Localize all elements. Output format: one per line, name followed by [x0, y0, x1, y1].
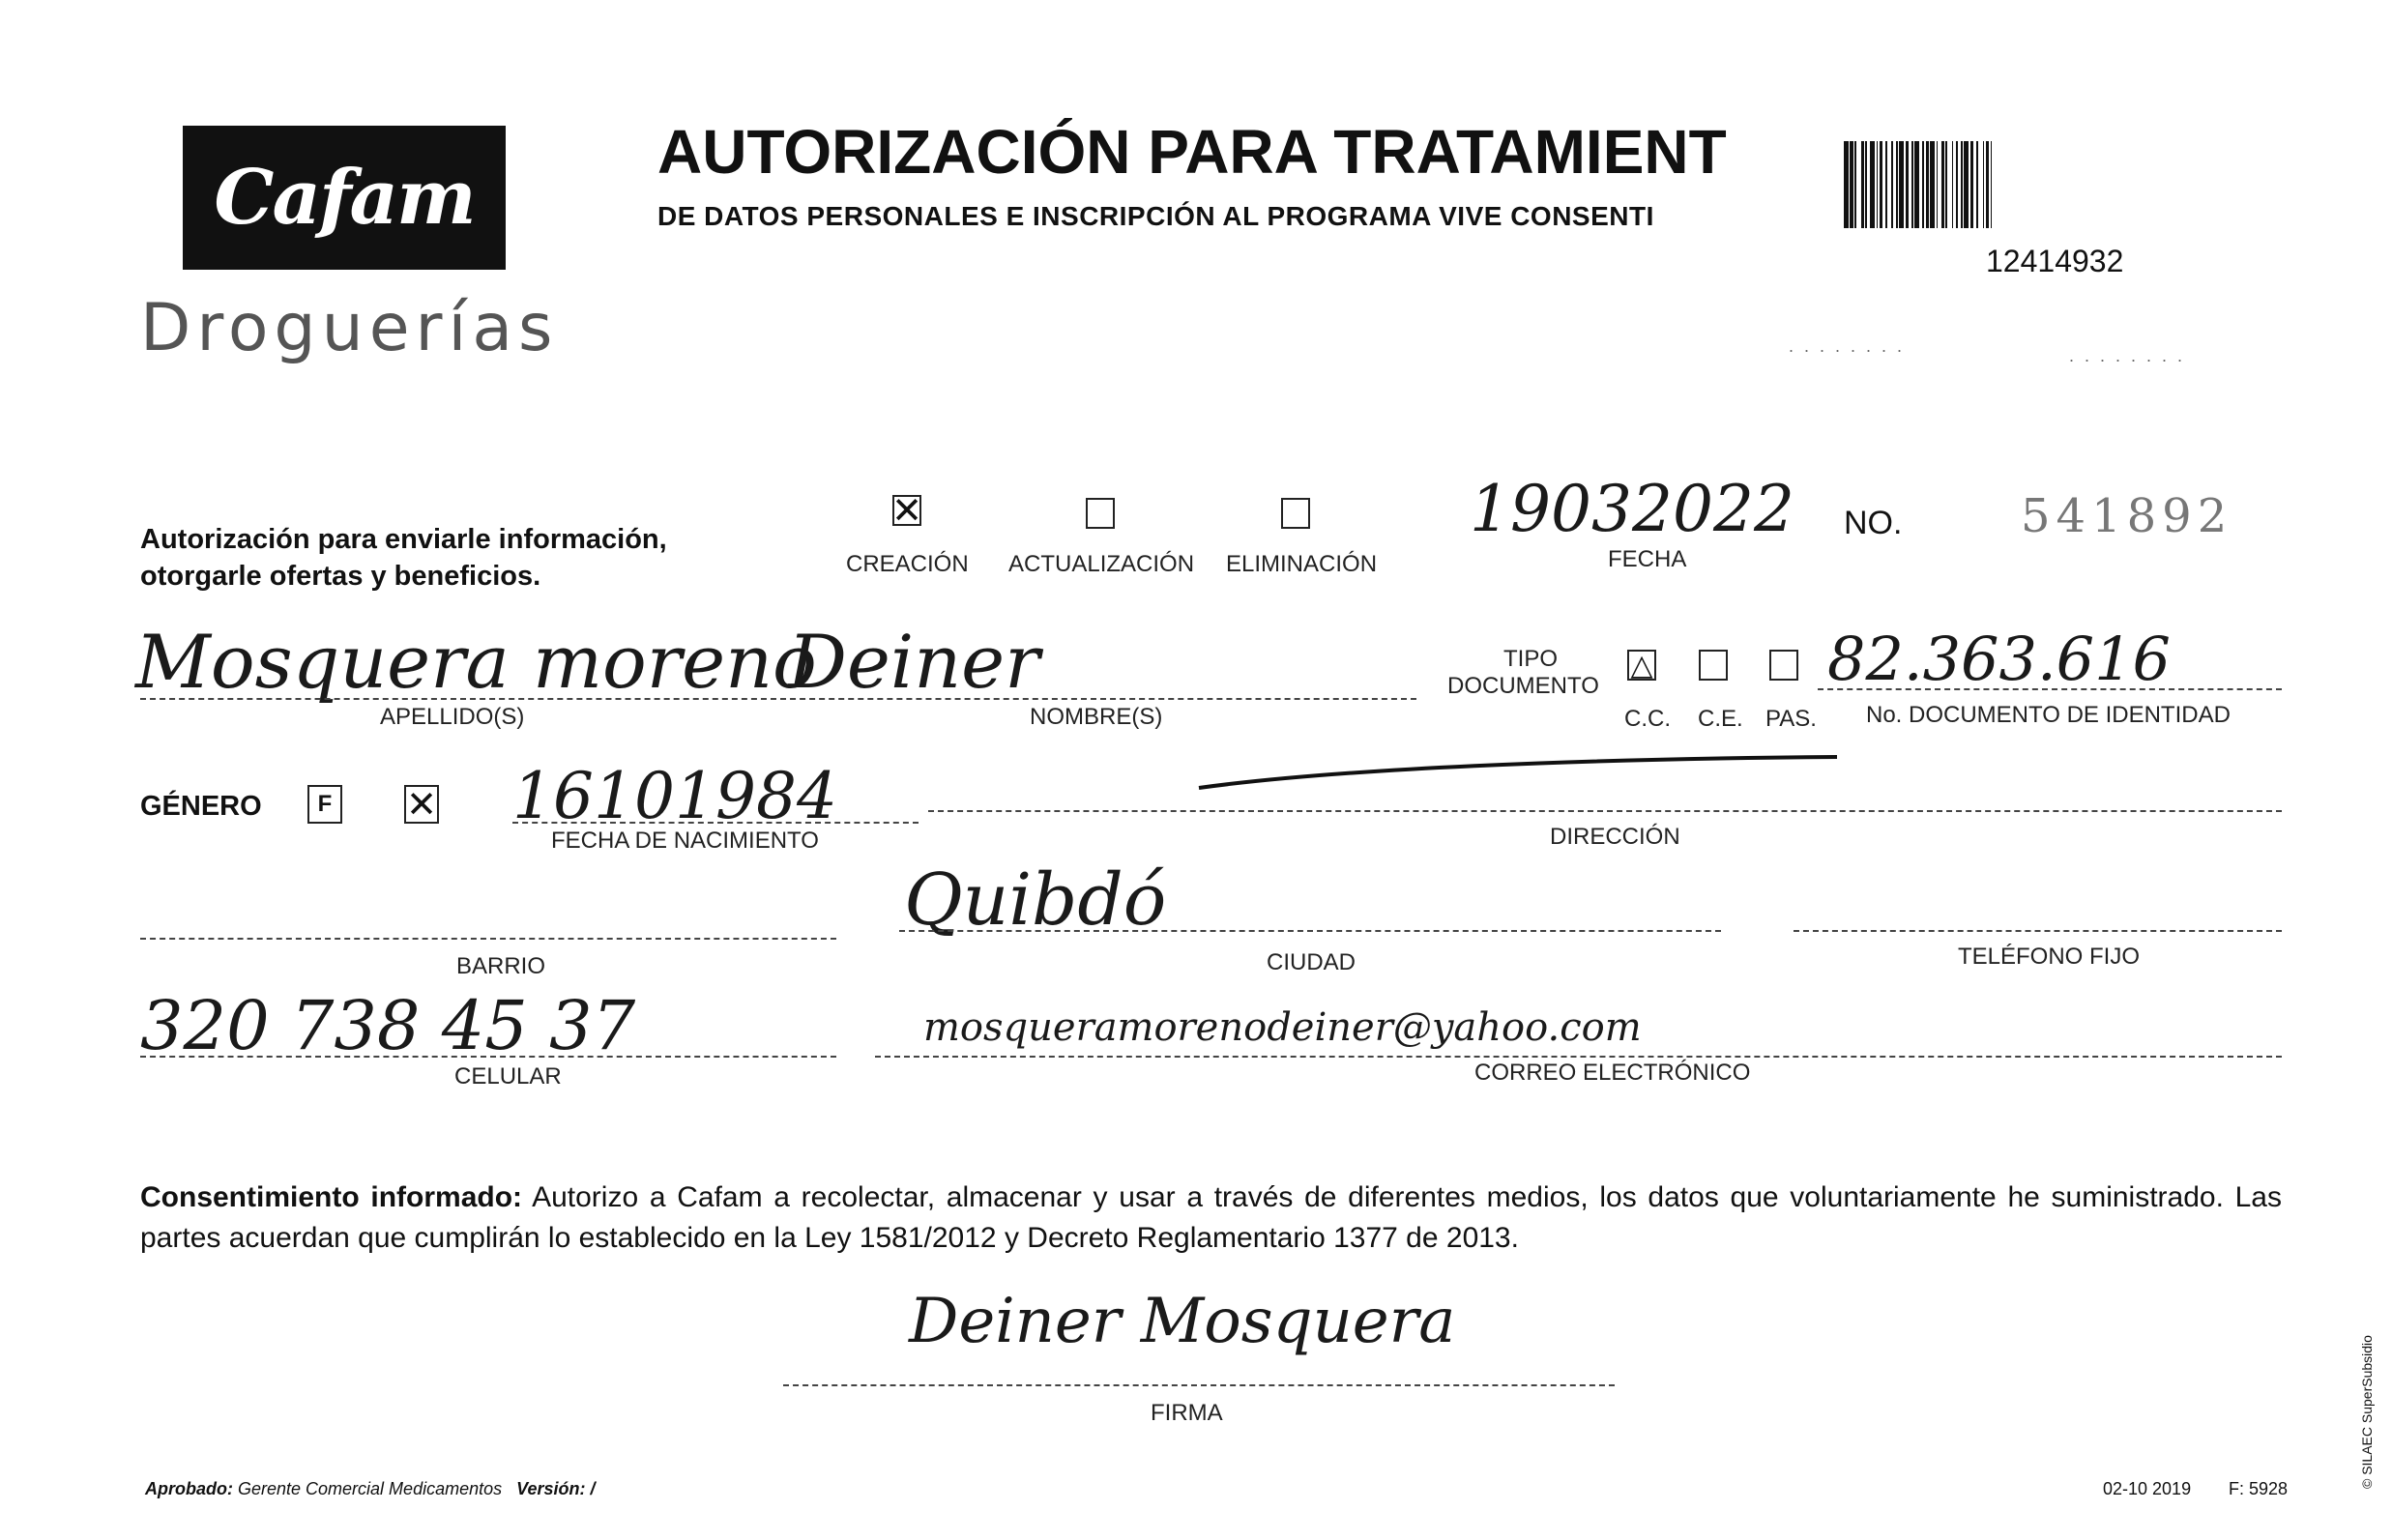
fecha-value[interactable]: 19032022 — [1470, 472, 1794, 546]
ciudad-label: CIUDAD — [1267, 949, 1356, 975]
footer-f-code: F: 5928 — [2229, 1479, 2289, 1498]
barcode — [1844, 141, 2221, 228]
ciudad-value[interactable]: Quibdó — [904, 858, 1167, 942]
barcode-number: 12414932 — [1986, 244, 2124, 278]
version-label: Versión: / — [516, 1479, 596, 1498]
direccion-stroke — [1194, 749, 1842, 807]
gender-m-box[interactable]: ✕ — [404, 785, 439, 824]
name-line — [140, 698, 1416, 700]
footer-date: 02-10 2019 — [2103, 1479, 2192, 1498]
birth-label: FECHA DE NACIMIENTO — [551, 828, 819, 854]
eliminacion-checkbox[interactable] — [1281, 498, 1310, 529]
aprobado-value: Gerente Comercial Medicamentos — [238, 1479, 503, 1498]
eliminacion-label: ELIMINACIÓN — [1226, 551, 1378, 577]
direccion-label: DIRECCIÓN — [1550, 824, 1680, 850]
consent-text: Autorizo a Cafam a recolectar, almacenar y usar a través de diferentes medios, los datos que voluntariamente he suministrado. Las partes acuerdan que cumplirán lo establecido en la Ley 1581/2012 y Decreto Reglamentario 1377 de 2013. — [140, 1181, 2282, 1254]
correo-line — [875, 1056, 2282, 1058]
doc-number-label: No. DOCUMENTO DE IDENTIDAD — [1866, 702, 2231, 728]
footer-left — [145, 1479, 596, 1499]
actualizacion-checkbox[interactable] — [1086, 498, 1115, 529]
celular-value[interactable]: 320 738 45 37 — [140, 986, 636, 1065]
doc-number-value[interactable]: 82.363.616 — [1827, 624, 2171, 694]
authorization-text-2: otorgarle ofertas y beneficios. — [140, 561, 541, 592]
dotted-line: . . . . . . . . — [2069, 346, 2186, 365]
genero-label: GÉNERO — [140, 791, 262, 822]
birth-line — [512, 822, 919, 824]
gender-f-box[interactable]: F — [307, 785, 342, 824]
nombres-value[interactable]: Deiner — [788, 619, 1040, 705]
actualizacion-label: ACTUALIZACIÓN — [1008, 551, 1195, 577]
apellidos-label: APELLIDO(S) — [380, 704, 525, 730]
correo-value[interactable]: mosqueramorenodeiner@yahoo.com — [923, 1005, 1642, 1050]
correo-label: CORREO ELECTRÓNICO — [1474, 1060, 1751, 1086]
firma-label: FIRMA — [1151, 1400, 1223, 1426]
telefono-label: TELÉFONO FIJO — [1958, 944, 2141, 970]
barrio-line — [140, 938, 836, 940]
ce-checkbox[interactable] — [1699, 650, 1728, 681]
celular-line — [140, 1056, 836, 1058]
no-label: NO. — [1844, 505, 1903, 541]
fecha-label: FECHA — [1608, 546, 1687, 572]
tipo-label: TIPO — [1503, 646, 1559, 672]
pas-checkbox[interactable] — [1769, 650, 1798, 681]
birth-value[interactable]: 16101984 — [512, 759, 837, 833]
aprobado-label: Aprobado: — [145, 1479, 233, 1498]
pas-label: PAS. — [1765, 706, 1817, 732]
doc-number-line — [1818, 688, 2282, 690]
consent-bold: Consentimiento informado: — [140, 1181, 523, 1213]
logo-subtitle: Droguerías — [140, 290, 559, 366]
telefono-line — [1794, 930, 2282, 932]
signature-value[interactable]: Deiner Mosquera — [909, 1286, 1456, 1357]
cc-checkbox[interactable]: △ — [1627, 650, 1656, 681]
form-number: 541892 — [2021, 489, 2233, 543]
ciudad-line — [899, 930, 1721, 932]
authorization-text-1: Autorización para enviarle información, — [140, 524, 667, 555]
barcode-bar — [1992, 141, 1997, 228]
documento-label: DOCUMENTO — [1447, 673, 1599, 699]
creacion-checkbox[interactable]: ✕ — [891, 489, 922, 532]
cafam-logo — [183, 126, 506, 270]
creacion-label: CREACIÓN — [846, 551, 969, 577]
logo-text: Cafam — [214, 154, 475, 242]
ce-label: C.E. — [1698, 706, 1743, 732]
apellidos-value[interactable]: Mosquera moreno — [135, 619, 817, 705]
direccion-line — [928, 810, 2282, 812]
celular-label: CELULAR — [454, 1063, 562, 1090]
dotted-line: . . . . . . . . — [1789, 336, 1906, 356]
document-subtitle: DE DATOS PERSONALES E INSCRIPCIÓN AL PROGRAMA VIVE CONSENTI — [657, 201, 1654, 231]
side-text: © SILAEC SuperSubsidio — [2359, 1335, 2375, 1489]
document-title: AUTORIZACIÓN PARA TRATAMIENT — [657, 117, 1727, 187]
consent-paragraph — [140, 1177, 2282, 1259]
nombres-label: NOMBRE(S) — [1030, 704, 1163, 730]
barrio-label: BARRIO — [456, 953, 546, 979]
cc-label: C.C. — [1624, 706, 1671, 732]
signature-line — [783, 1384, 1615, 1386]
